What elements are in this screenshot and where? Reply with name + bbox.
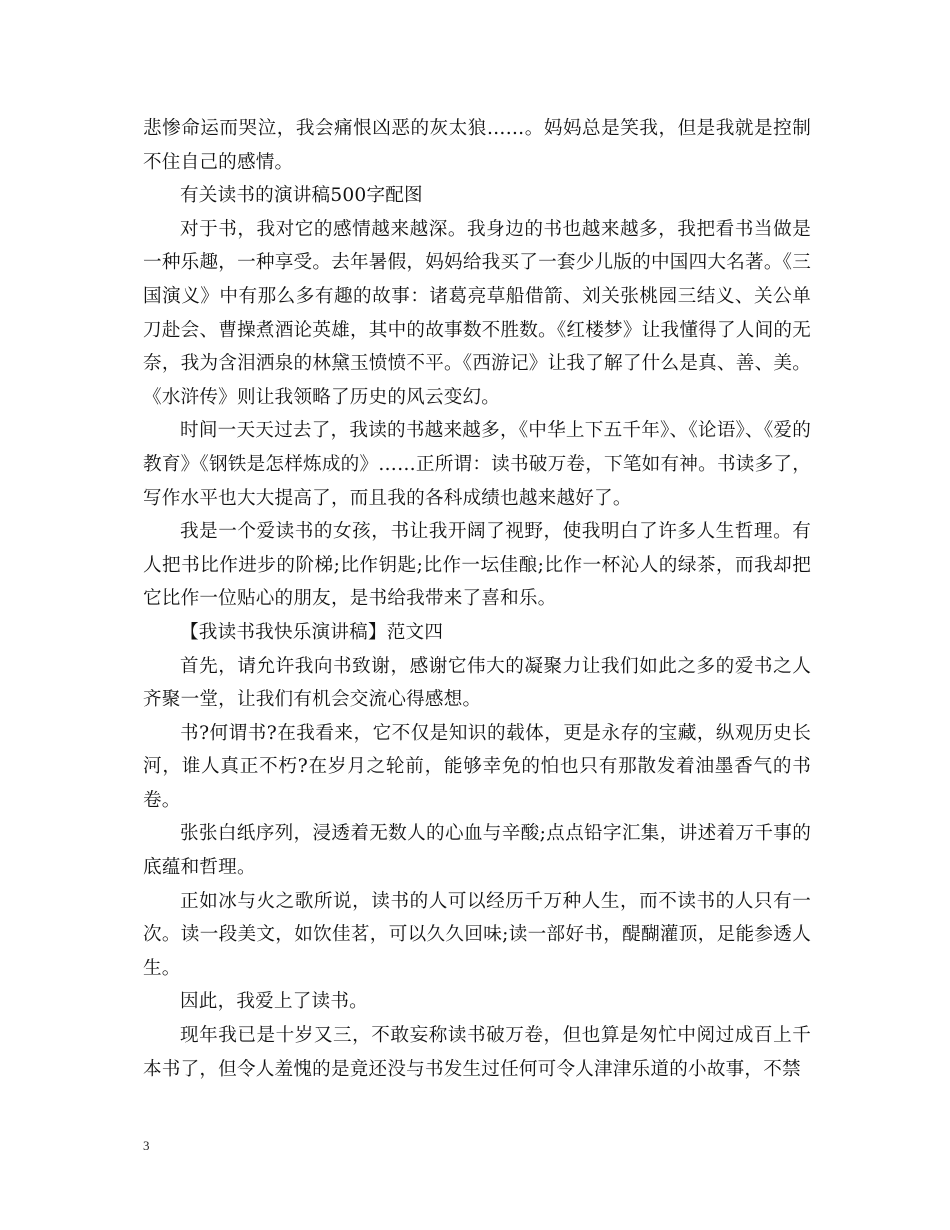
- paragraph-3: 对于书，我对它的感情越来越深。我身边的书也越来越多，我把看书当做是一种乐趣，一种享受。去年暑假，妈妈给我买了一套少儿版的中国四大名著。《三国演义》中有那么多有趣的故事：诸葛亮草船借箭、刘关张桃园三结义、关公单刀赴会、曹操煮酒论英雄，其中的故事数不胜数。《红楼梦》让我懂得了人间的无奈，我为含泪洒泉的林黛玉愤愤不平。《西游记》让我了解了什么是真、善、美。《水浒传》则让我领略了历史的风云变幻。: [143, 218, 811, 408]
- paragraph-1: 悲惨命运而哭泣，我会痛恨凶恶的灰太狼……。妈妈总是笑我，但是我就是控制不住自己的感情。: [143, 118, 811, 173]
- page-number: 3: [143, 1138, 150, 1153]
- section-heading-reading-speech: 有关读书的演讲稿500字配图: [180, 185, 423, 207]
- paragraph-4: 时间一天天过去了，我读的书越来越多，《中华上下五千年》、《论语》、《爱的教育》《钢铁是怎样炼成的》……正所谓：读书破万卷，下笔如有神。书读多了，写作水平也大大提高了，而且我的各科成绩也越来越好了。: [143, 420, 811, 509]
- document-body: [143, 112, 811, 1086]
- paragraph-5: 我是一个爱读书的女孩，书让我开阔了视野，使我明白了许多人生哲理。有人把书比作进步的阶梯;比作钥匙;比作一坛佳酿;比作一杯沁人的绿茶，而我却把它比作一位贴心的朋友，是书给我带来了喜和乐。: [143, 521, 811, 610]
- paragraph-12: 现年我已是十岁又三，不敢妄称读书破万卷，但也算是匆忙中阅过成百上千本书了，但令人羞愧的是竟还没与书发生过任何可令人津津乐道的小故事，不禁: [143, 1025, 811, 1080]
- paragraph-8: 书?何谓书?在我看来，它不仅是知识的载体，更是永存的宝藏，纵观历史长河，谁人真正不朽?在岁月之轮前，能够幸免的怕也只有那散发着油墨香气的书卷。: [143, 722, 811, 811]
- paragraph-9: 张张白纸序列，浸透着无数人的心血与辛酸;点点铅字汇集，讲述着万千事的底蕴和哲理。: [143, 823, 811, 879]
- paragraph-10: 正如冰与火之歌所说，读书的人可以经历千万种人生，而不读书的人只有一次。读一段美文，如饮佳茗，可以久久回味;读一部好书，醍醐灌顶，足能参透人生。: [143, 890, 811, 979]
- section-heading-sample-four: 【我读书我快乐演讲稿】范文四: [180, 621, 444, 643]
- paragraph-11: 因此，我爱上了读书。: [180, 991, 368, 1013]
- paragraph-7: 首先，请允许我向书致谢，感谢它伟大的凝聚力让我们如此之多的爱书之人齐聚一堂，让我们有机会交流心得感想。: [143, 655, 811, 711]
